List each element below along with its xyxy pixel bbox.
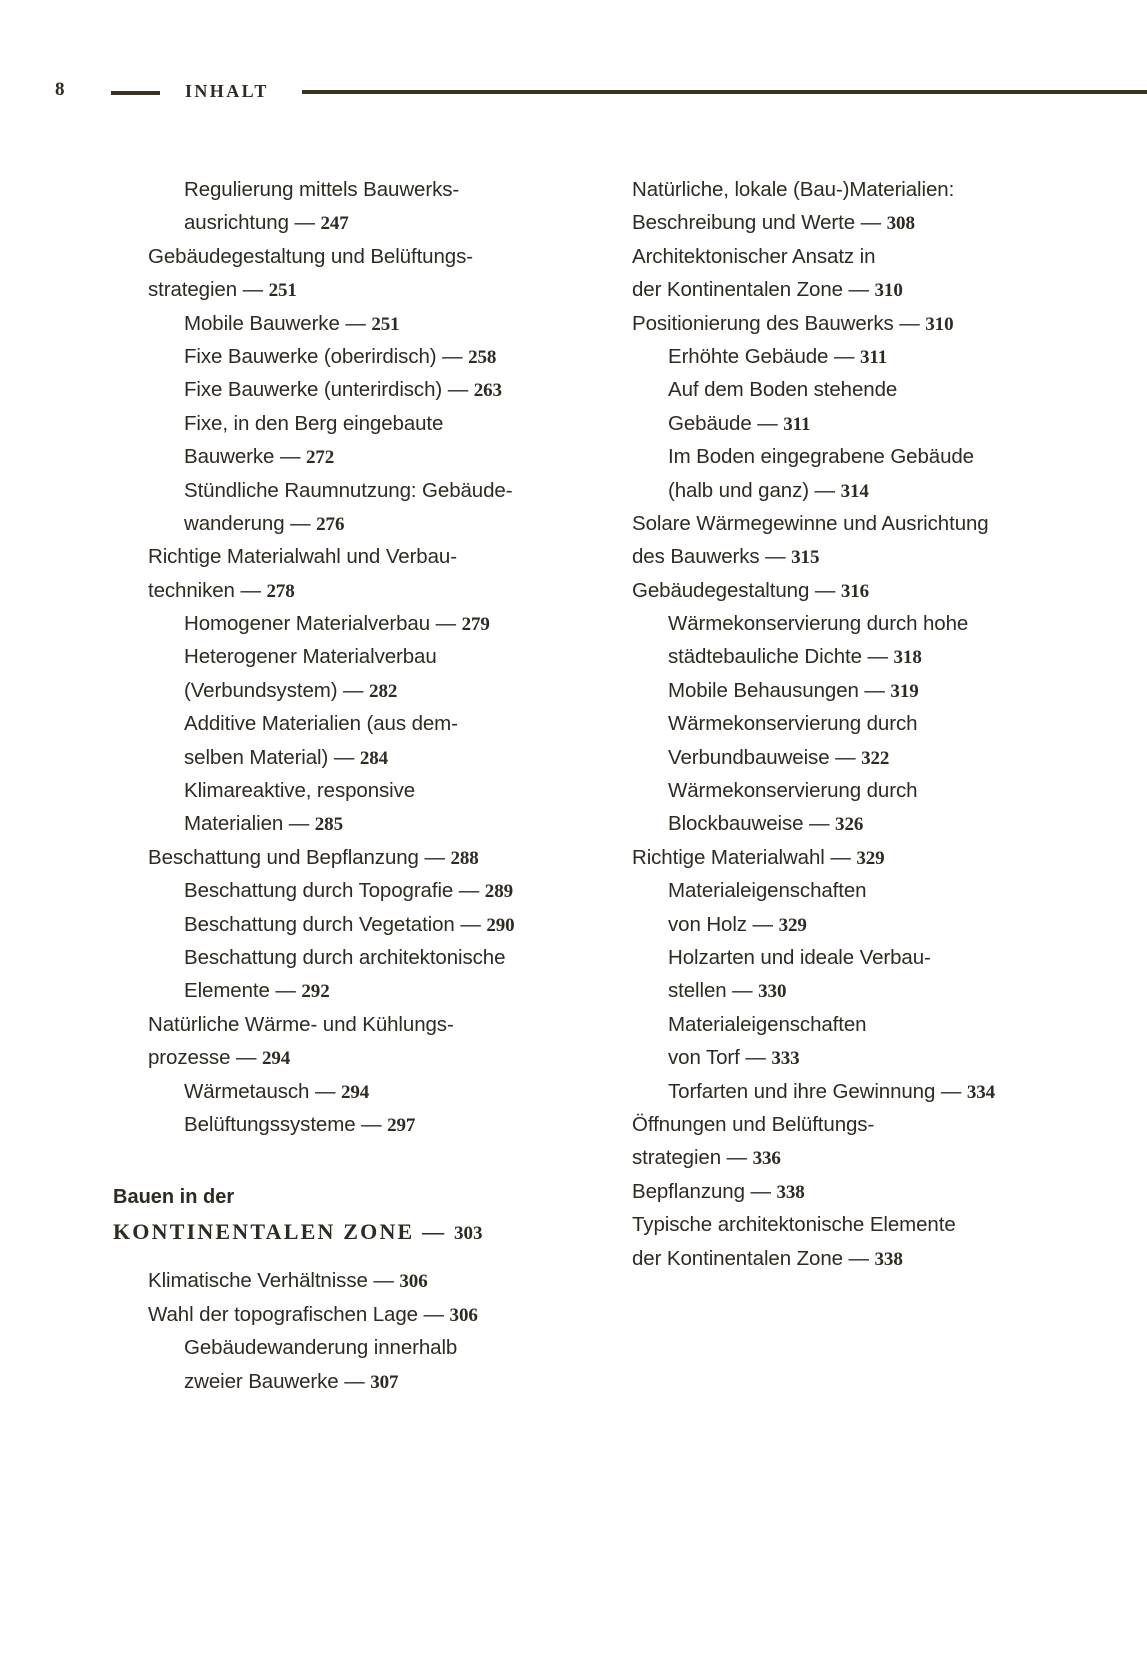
toc-entry-page: 297 — [387, 1114, 416, 1136]
toc-entry-text: Blockbauweise — — [668, 812, 836, 836]
section-title: Bauen in der — [113, 1186, 235, 1209]
toc-entry-text: Beschattung durch architektonische — [184, 945, 506, 969]
toc-entry-text: von Torf — — [668, 1046, 772, 1070]
toc-entry — [113, 941, 543, 974]
toc-entry-page: 329 — [778, 914, 807, 936]
toc-entry — [113, 1041, 543, 1074]
toc-entry-text: Wärmekonservierung durch — [668, 712, 918, 736]
toc-entry — [113, 1365, 543, 1398]
toc-entry — [113, 974, 543, 1007]
toc-entry-page: 318 — [893, 647, 922, 669]
toc-entry — [113, 774, 543, 807]
toc-entry-page: 284 — [359, 747, 389, 769]
toc-entry-text: Heterogener Materialverbau — [184, 645, 437, 669]
toc-entry — [113, 373, 543, 406]
toc-entry — [113, 574, 543, 607]
toc-entry — [597, 1075, 1067, 1108]
toc-entry-text: Beschattung durch Vegetation — — [184, 912, 487, 936]
toc-entry-page: 288 — [450, 847, 479, 869]
toc-entry — [597, 640, 1067, 673]
page-header — [0, 0, 1147, 130]
toc-entry-page: 272 — [305, 447, 335, 469]
toc-entry — [597, 474, 1067, 507]
section-name: KONTINENTALEN ZONE — [113, 1219, 415, 1245]
toc-entry-text: Gebäudewanderung innerhalb — [184, 1336, 458, 1360]
toc-entry-page: 311 — [783, 413, 811, 435]
toc-entry — [597, 1008, 1067, 1041]
toc-entry-page: 314 — [840, 480, 869, 502]
toc-entry-page: 279 — [461, 614, 490, 636]
toc-entry-text: Beschattung durch Topografie — — [184, 879, 485, 903]
toc-entry — [113, 841, 543, 874]
toc-entry-page: 322 — [861, 747, 890, 769]
toc-entry-text: Öffnungen und Belüftungs- — [632, 1112, 875, 1136]
toc-entry-page: 247 — [320, 213, 349, 235]
toc-entry-text: Mobile Behausungen — — [668, 678, 891, 702]
toc-entry-text: von Holz — — [668, 912, 779, 936]
toc-entry-text: Fixe Bauwerke (oberirdisch) — — [184, 344, 469, 368]
toc-entry-text: Im Boden eingegrabene Gebäude — [668, 445, 974, 469]
toc-entry — [113, 707, 543, 740]
toc-entry — [113, 807, 543, 840]
toc-entry-page: 307 — [370, 1371, 399, 1393]
section-dash: — — [414, 1219, 455, 1245]
toc-list-left-after — [113, 1264, 543, 1398]
toc-entry — [113, 1075, 543, 1108]
toc-entry — [113, 1008, 543, 1041]
toc-entry — [597, 707, 1067, 740]
toc-entry — [113, 474, 543, 507]
toc-entry — [113, 741, 543, 774]
toc-entry-text: (halb und ganz) — — [668, 478, 841, 502]
toc-entry-page: 329 — [856, 847, 885, 869]
toc-entry-text: städtebauliche Dichte — — [668, 645, 894, 669]
toc-entry-text: Natürliche, lokale (Bau-)Materialien: — [632, 178, 955, 201]
toc-entry — [597, 206, 1067, 239]
toc-entry-text: stellen — — [668, 979, 759, 1003]
toc-entry-text: Klimatische Verhältnisse — — [148, 1269, 400, 1293]
toc-entry — [113, 674, 543, 707]
toc-entry-text: Mobile Bauwerke — — [184, 311, 372, 335]
section-gap-small — [113, 1250, 543, 1264]
toc-entry-text: Positionierung des Bauwerks — — [632, 311, 926, 335]
toc-entry-text: Richtige Materialwahl — — [632, 845, 857, 869]
toc-entry-text: Fixe Bauwerke (unterirdisch) — — [184, 378, 474, 402]
toc-entry-page: 282 — [369, 680, 398, 702]
toc-entry-page: 326 — [835, 814, 864, 836]
toc-entry-text: zweier Bauwerke — — [184, 1369, 371, 1393]
toc-entry-page: 306 — [399, 1271, 428, 1293]
toc-entry-text: wanderung — — [184, 511, 317, 535]
toc-entry — [597, 307, 1067, 340]
toc-entry-page: 334 — [966, 1081, 996, 1103]
toc-entry — [113, 908, 543, 941]
toc-entry — [113, 307, 543, 340]
toc-entry — [597, 540, 1067, 573]
toc-entry-text: Solare Wärmegewinne und Ausrichtung — [632, 511, 989, 535]
toc-entry-text: Torfarten und ihre Gewinnung — — [668, 1079, 967, 1103]
toc-entry-text: der Kontinentalen Zone — — [632, 278, 875, 302]
toc-entry-text: Holzarten und ideale Verbau- — [668, 945, 931, 969]
page-number: 8 — [55, 79, 65, 100]
toc-entry-page: 310 — [874, 280, 903, 302]
toc-entry — [597, 273, 1067, 306]
toc-entry-text: (Verbundsystem) — — [184, 678, 370, 702]
toc-entry-page: 338 — [776, 1181, 805, 1203]
toc-entry-text: Typische architektonische Elemente — [632, 1213, 956, 1237]
toc-entry — [597, 1242, 1067, 1275]
toc-entry — [113, 874, 543, 907]
toc-entry-text: Gebäude — — [668, 411, 784, 435]
toc-entry-page: 308 — [886, 213, 915, 235]
toc-entry-page: 319 — [890, 680, 919, 702]
toc-entry-page: 306 — [449, 1304, 478, 1326]
toc-entry — [113, 540, 543, 573]
toc-entry — [597, 807, 1067, 840]
toc-entry-text: Verbundbauweise — — [668, 745, 862, 769]
toc-list-right — [597, 173, 1067, 1275]
toc-entry-page: 258 — [468, 346, 497, 368]
toc-entry-page: 251 — [268, 280, 297, 302]
toc-entry-page: 338 — [874, 1248, 903, 1270]
toc-entry-page: 316 — [840, 580, 870, 602]
toc-entry — [597, 1175, 1067, 1208]
toc-entry-text: Fixe, in den Berg eingebaute — [184, 411, 444, 435]
toc-entry-text: Materialien — — [184, 812, 315, 836]
toc-list-left — [113, 173, 543, 1141]
toc-entry-text: Architektonischer Ansatz in — [632, 244, 876, 268]
toc-entry-text: der Kontinentalen Zone — — [632, 1246, 875, 1270]
toc-entry — [597, 741, 1067, 774]
toc-entry — [597, 1208, 1067, 1241]
toc-entry — [597, 908, 1067, 941]
toc-entry — [113, 173, 543, 206]
toc-entry-page: 294 — [340, 1081, 370, 1103]
toc-entry-page: 315 — [791, 547, 820, 569]
toc-entry — [113, 273, 543, 306]
toc-entry — [597, 1108, 1067, 1141]
toc-entry — [597, 240, 1067, 273]
toc-entry-text: Klimareaktive, responsive — [184, 779, 416, 803]
toc-entry-text: strategien — — [148, 278, 269, 302]
toc-entry — [597, 440, 1067, 473]
toc-entry-text: Beschattung und Bepflanzung — — [148, 845, 451, 869]
toc-entry-text: Gebäudegestaltung — — [632, 578, 841, 602]
toc-entry — [597, 340, 1067, 373]
toc-entry — [113, 1264, 543, 1297]
toc-entry-text: Wärmetausch — — [184, 1079, 341, 1103]
toc-entry-text: Auf dem Boden stehende — [668, 378, 898, 402]
toc-entry-text: Bauwerke — — [184, 445, 306, 469]
toc-entry-text: Beschreibung und Werte — — [632, 211, 887, 235]
toc-entry-text: prozesse — — [148, 1046, 262, 1070]
toc-entry — [597, 173, 1067, 206]
toc-entry — [113, 607, 543, 640]
toc-entry — [597, 841, 1067, 874]
section-gap — [113, 1141, 543, 1181]
toc-entry-page: 294 — [261, 1048, 291, 1070]
toc-entry — [597, 974, 1067, 1007]
toc-entry-text: Regulierung mittels Bauwerks- — [184, 178, 460, 201]
toc-entry-text: Homogener Materialverbau — — [184, 612, 462, 636]
toc-entry — [113, 440, 543, 473]
toc-entry-text: des Bauwerks — — [632, 545, 792, 569]
toc-entry-text: strategien — — [632, 1146, 753, 1170]
header-rule-long — [302, 90, 1147, 94]
header-label: INHALT — [185, 81, 269, 101]
toc-entry — [597, 407, 1067, 440]
toc-entry-text: Belüftungssysteme — — [184, 1112, 388, 1136]
toc-entry-text: Materialeigenschaften — [668, 1012, 867, 1036]
toc-entry-page: 263 — [473, 380, 502, 402]
toc-entry — [113, 407, 543, 440]
toc-entry — [597, 774, 1067, 807]
toc-entry-page: 285 — [314, 814, 343, 836]
toc-entry-page: 251 — [371, 313, 400, 335]
toc-entry-text: Wärmekonservierung durch — [668, 779, 918, 803]
toc-entry — [597, 674, 1067, 707]
toc-entry-text: Natürliche Wärme- und Kühlungs- — [148, 1012, 454, 1036]
toc-entry-text: Bepflanzung — — [632, 1179, 777, 1203]
toc-entry-text: selben Material) — — [184, 745, 360, 769]
toc-entry-text: Erhöhte Gebäude — — [668, 344, 860, 368]
toc-entry — [113, 1331, 543, 1364]
toc-entry-page: 311 — [859, 346, 888, 368]
toc-entry-page: 310 — [925, 313, 954, 335]
toc-entry — [597, 373, 1067, 406]
toc-entry — [597, 574, 1067, 607]
toc-entry — [597, 874, 1067, 907]
toc-entry-text: techniken — — [148, 578, 267, 602]
toc-entry-text: Richtige Materialwahl und Verbau- — [148, 545, 457, 569]
toc-entry-page: 289 — [484, 881, 513, 903]
toc-entry — [597, 507, 1067, 540]
toc-entry — [597, 1041, 1067, 1074]
toc-entry — [113, 206, 543, 239]
toc-entry-text: ausrichtung — — [184, 211, 321, 235]
toc-entry-text: Wahl der topografischen Lage — — [148, 1302, 450, 1326]
toc-entry — [113, 1298, 543, 1331]
toc-entry-page: 336 — [752, 1148, 781, 1170]
toc-entry-page: 333 — [771, 1048, 800, 1070]
toc-entry — [597, 1141, 1067, 1174]
toc-entry — [597, 941, 1067, 974]
toc-entry — [113, 640, 543, 673]
header-rule-short — [111, 91, 160, 95]
toc-entry — [113, 340, 543, 373]
toc-entry-page: 276 — [316, 513, 345, 535]
toc-entry — [113, 1108, 543, 1141]
toc-entry — [597, 607, 1067, 640]
toc-entry-page: 278 — [266, 580, 295, 602]
toc-entry-text: Additive Materialien (aus dem- — [184, 712, 458, 736]
toc-column-left — [113, 173, 543, 1398]
toc-entry-page: 290 — [486, 914, 515, 936]
toc-entry-text: Wärmekonservierung durch hohe — [668, 612, 969, 636]
toc-column-right — [597, 173, 1067, 1275]
section-page: 303 — [454, 1223, 483, 1245]
toc-entry-text: Stündliche Raumnutzung: Gebäude- — [184, 478, 513, 502]
toc-entry-text: Gebäudegestaltung und Belüftungs- — [148, 244, 473, 268]
toc-entry-text: Elemente — — [184, 979, 302, 1003]
toc-entry-text: Materialeigenschaften — [668, 879, 867, 903]
toc-entry — [113, 240, 543, 273]
section-heading — [113, 1214, 543, 1250]
toc-entry-page: 292 — [301, 981, 330, 1003]
toc-entry-page: 330 — [758, 981, 787, 1003]
toc-entry — [113, 507, 543, 540]
